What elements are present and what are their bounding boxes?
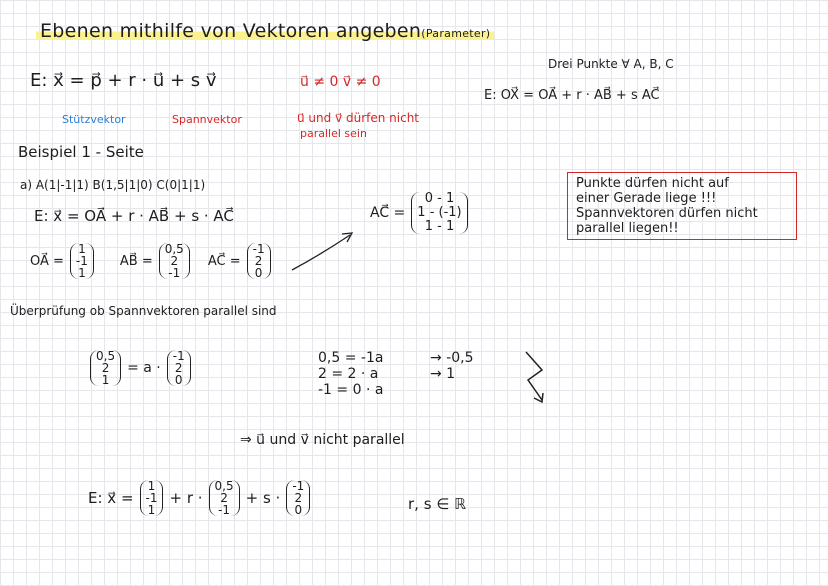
v2-z: -1 <box>218 503 231 517</box>
rhs-x: -1 <box>172 349 185 363</box>
ac-calc-z: 1 - 1 <box>424 219 455 234</box>
ac-z: 0 <box>254 266 263 280</box>
three-points-equation: E: OX⃗ = OA⃗ + r · AB⃗ + s AC⃗ <box>484 88 660 103</box>
note-line-3: Spannvektoren dürfen nicht <box>576 206 758 221</box>
ac-x: -1 <box>252 242 265 256</box>
parameter-domain: r, s ∈ ℝ <box>408 495 467 513</box>
oa-z: 1 <box>78 266 86 280</box>
parallel-condition-2: parallel sein <box>300 127 367 140</box>
lhs-z: 1 <box>101 373 110 387</box>
note-line-4: parallel liegen!! <box>576 221 679 236</box>
plane-equation: E: x⃗ = p⃗ + r · u⃗ + s v⃗ <box>30 70 217 91</box>
v1-x: 1 <box>147 479 156 493</box>
note-line-2: einer Gerade liege !!! <box>576 191 717 206</box>
rhs-z: 0 <box>174 373 183 387</box>
check-result-2: → 1 <box>430 366 456 382</box>
contradiction-icon <box>520 350 550 408</box>
oa-label: OA⃗ = <box>30 253 64 269</box>
example-vectors <box>30 243 271 279</box>
check-conclusion: ⇒ u⃗ und v⃗ nicht parallel <box>240 432 405 448</box>
ac-label: AC⃗ = <box>207 253 241 269</box>
ab-label: AB⃗ = <box>119 253 153 269</box>
support-label: Stützvektor <box>62 113 126 126</box>
arrow-icon <box>290 215 370 275</box>
title-main: Ebenen mithilfe von Vektoren angeben <box>40 20 422 42</box>
title-paren: (Parameter) <box>421 27 491 40</box>
parallel-check-equation <box>90 350 191 386</box>
ac-calc-x: 0 - 1 <box>424 191 455 206</box>
v3-x: -1 <box>292 479 305 493</box>
ac-calculation <box>370 192 468 234</box>
v2-x: 0,5 <box>214 479 234 493</box>
result-vector-3 <box>286 480 310 516</box>
example-heading: Beispiel 1 - Seite <box>18 143 144 161</box>
oa-y: -1 <box>75 254 88 268</box>
ac-y: 2 <box>254 254 263 268</box>
ab-vector <box>159 243 190 279</box>
warning-note <box>567 172 797 240</box>
lhs-x: 0,5 <box>96 349 116 363</box>
note-line-1: Punkte dürfen nicht auf <box>576 176 729 191</box>
check-heading: Überprüfung ob Spannvektoren parallel sind <box>10 304 277 318</box>
result-prefix: E: x⃗ = <box>88 489 134 507</box>
final-equation <box>88 480 310 516</box>
example-equation: E: x⃗ = OA⃗ + r · AB⃗ + s · AC⃗ <box>34 207 234 225</box>
check-line-3: -1 = 0 · a <box>318 382 384 398</box>
lhs-y: 2 <box>101 361 110 375</box>
check-result-1: → -0,5 <box>430 350 474 366</box>
v2-y: 2 <box>220 491 228 505</box>
check-eq: = a · <box>127 360 161 376</box>
v3-z: 0 <box>294 503 303 517</box>
check-results <box>430 350 474 382</box>
v1-y: -1 <box>145 491 158 505</box>
ac-vector <box>247 243 271 279</box>
v1-z: 1 <box>147 503 156 517</box>
result-vector-1 <box>140 480 164 516</box>
check-line-1: 0,5 = -1a <box>318 350 384 366</box>
result-vector-2 <box>209 480 240 516</box>
ac-calc-y: 1 - (-1) <box>417 205 462 220</box>
page-title <box>36 20 494 42</box>
check-lines <box>318 350 383 398</box>
ab-y: 2 <box>170 254 179 268</box>
ab-x: 0,5 <box>164 242 184 256</box>
ac-calc-label: AC⃗ = <box>370 205 406 221</box>
oa-vector <box>70 243 94 279</box>
nonzero-condition: u⃗ ≠ 0 v⃗ ≠ 0 <box>300 74 381 90</box>
three-points-label: Drei Punkte ∀ A, B, C <box>548 57 674 71</box>
v3-y: 2 <box>294 491 303 505</box>
oa-x: 1 <box>78 242 86 256</box>
check-rhs-vector <box>167 350 191 386</box>
result-plus-r: + r · <box>169 489 203 507</box>
check-line-2: 2 = 2 · a <box>318 366 379 382</box>
result-plus-s: + s · <box>245 489 281 507</box>
example-points: a) A(1|-1|1) B(1,5|1|0) C(0|1|1) <box>20 178 206 192</box>
rhs-y: 2 <box>174 361 183 375</box>
check-lhs-vector <box>90 350 121 386</box>
parallel-condition-1: u⃗ und v⃗ dürfen nicht <box>297 111 420 125</box>
ac-calc-vector <box>411 192 467 234</box>
span-label: Spannvektor <box>172 113 242 126</box>
ab-z: -1 <box>168 266 181 280</box>
